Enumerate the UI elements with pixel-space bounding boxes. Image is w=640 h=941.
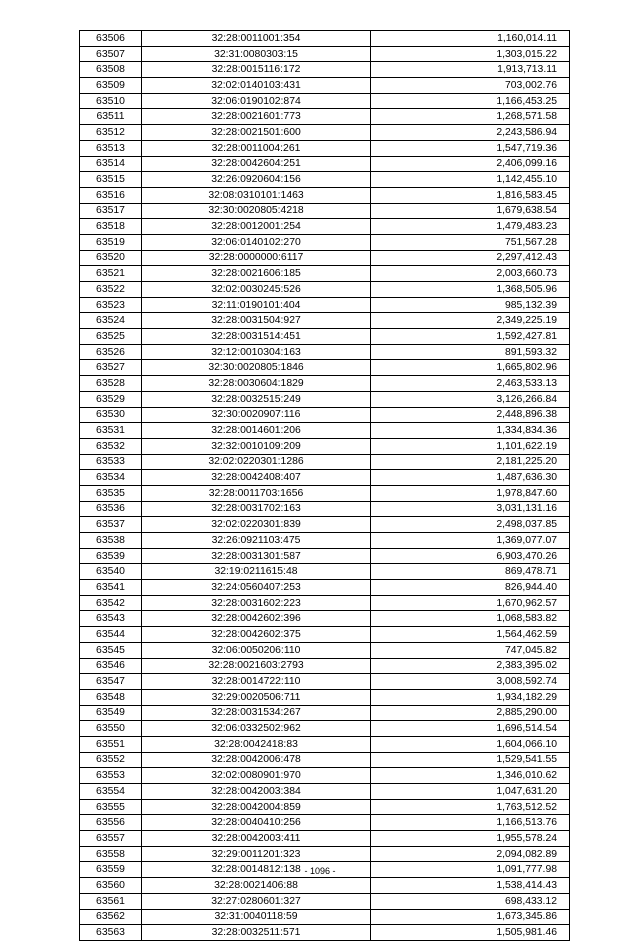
row-id-cell: 63557 <box>80 831 142 847</box>
table-row <box>80 423 570 439</box>
row-id-cell: 63527 <box>80 360 142 376</box>
value-cell: 1,538,414.43 <box>371 878 570 894</box>
cadastral-number-cell: 32:06:0190102:874 <box>142 93 371 109</box>
value-cell: 1,303,015.22 <box>371 46 570 62</box>
cadastral-number-cell: 32:28:0042003:411 <box>142 831 371 847</box>
value-cell: 2,349,225.19 <box>371 313 570 329</box>
value-cell: 698,433.12 <box>371 893 570 909</box>
page-number: - 1096 - <box>304 866 336 876</box>
table-row <box>80 721 570 737</box>
table-row <box>80 250 570 266</box>
table-row <box>80 831 570 847</box>
table-row <box>80 799 570 815</box>
cadastral-number-cell: 32:26:0921103:475 <box>142 533 371 549</box>
cadastral-number-cell: 32:11:0190101:404 <box>142 297 371 313</box>
value-cell: 751,567.28 <box>371 234 570 250</box>
table-row <box>80 580 570 596</box>
cadastral-number-cell: 32:28:0015116:172 <box>142 62 371 78</box>
value-cell: 703,002.76 <box>371 78 570 94</box>
row-id-cell: 63542 <box>80 595 142 611</box>
value-cell: 1,068,583.82 <box>371 611 570 627</box>
table-row <box>80 62 570 78</box>
row-id-cell: 63512 <box>80 125 142 141</box>
value-cell: 1,505,981.46 <box>371 925 570 941</box>
cadastral-number-cell: 32:28:0014722:110 <box>142 674 371 690</box>
row-id-cell: 63526 <box>80 344 142 360</box>
table-row <box>80 31 570 47</box>
table-row <box>80 470 570 486</box>
row-id-cell: 63563 <box>80 925 142 941</box>
table-row <box>80 219 570 235</box>
table-row <box>80 752 570 768</box>
row-id-cell: 63524 <box>80 313 142 329</box>
table-row <box>80 297 570 313</box>
table-row <box>80 391 570 407</box>
cadastral-number-cell: 32:28:0031514:451 <box>142 329 371 345</box>
table-row <box>80 78 570 94</box>
row-id-cell: 63553 <box>80 768 142 784</box>
cadastral-number-cell: 32:28:0000000:6117 <box>142 250 371 266</box>
value-cell: 1,369,077.07 <box>371 533 570 549</box>
cadastral-number-cell: 32:02:0220301:1286 <box>142 454 371 470</box>
cadastral-number-cell: 32:06:0050206:110 <box>142 642 371 658</box>
table-row <box>80 187 570 203</box>
row-id-cell: 63510 <box>80 93 142 109</box>
row-id-cell: 63536 <box>80 501 142 517</box>
row-id-cell: 63523 <box>80 297 142 313</box>
cadastral-number-cell: 32:30:0020805:1846 <box>142 360 371 376</box>
value-cell: 985,132.39 <box>371 297 570 313</box>
value-cell: 1,592,427.81 <box>371 329 570 345</box>
row-id-cell: 63558 <box>80 846 142 862</box>
table-row <box>80 376 570 392</box>
row-id-cell: 63552 <box>80 752 142 768</box>
cadastral-number-cell: 32:32:0010109:209 <box>142 438 371 454</box>
cadastral-number-cell: 32:28:0014812:138 <box>142 862 371 878</box>
cadastral-number-cell: 32:31:0080303:15 <box>142 46 371 62</box>
row-id-cell: 63532 <box>80 438 142 454</box>
value-cell: 1,913,713.11 <box>371 62 570 78</box>
cadastral-number-cell: 32:06:0140102:270 <box>142 234 371 250</box>
cadastral-number-cell: 32:28:0021603:2793 <box>142 658 371 674</box>
value-cell: 1,047,631.20 <box>371 784 570 800</box>
table-row <box>80 784 570 800</box>
row-id-cell: 63546 <box>80 658 142 674</box>
cadastral-number-cell: 32:30:0020805:4218 <box>142 203 371 219</box>
table-row <box>80 344 570 360</box>
row-id-cell: 63515 <box>80 172 142 188</box>
value-cell: 1,479,483.23 <box>371 219 570 235</box>
cadastral-number-cell: 32:28:0011004:261 <box>142 140 371 156</box>
table-row <box>80 611 570 627</box>
value-cell: 1,346,010.62 <box>371 768 570 784</box>
table-row <box>80 234 570 250</box>
table-row <box>80 501 570 517</box>
cadastral-number-cell: 32:28:0042004:859 <box>142 799 371 815</box>
cadastral-number-cell: 32:28:0012001:254 <box>142 219 371 235</box>
table-row <box>80 360 570 376</box>
cadastral-number-cell: 32:12:0010304:163 <box>142 344 371 360</box>
value-cell: 1,487,636.30 <box>371 470 570 486</box>
row-id-cell: 63544 <box>80 627 142 643</box>
cadastral-number-cell: 32:28:0021601:773 <box>142 109 371 125</box>
table-row <box>80 517 570 533</box>
value-cell: 2,003,660.73 <box>371 266 570 282</box>
row-id-cell: 63516 <box>80 187 142 203</box>
value-cell: 1,763,512.52 <box>371 799 570 815</box>
cadastral-number-cell: 32:28:0042408:407 <box>142 470 371 486</box>
table-row <box>80 893 570 909</box>
table-row <box>80 140 570 156</box>
cadastral-number-cell: 32:29:0011201:323 <box>142 846 371 862</box>
cadastral-number-cell: 32:26:0920604:156 <box>142 172 371 188</box>
value-cell: 3,126,266.84 <box>371 391 570 407</box>
value-cell: 1,160,014.11 <box>371 31 570 47</box>
value-cell: 2,181,225.20 <box>371 454 570 470</box>
cadastral-number-cell: 32:29:0020506:711 <box>142 689 371 705</box>
row-id-cell: 63531 <box>80 423 142 439</box>
row-id-cell: 63517 <box>80 203 142 219</box>
value-cell: 1,665,802.96 <box>371 360 570 376</box>
cadastral-number-cell: 32:08:0310101:1463 <box>142 187 371 203</box>
row-id-cell: 63550 <box>80 721 142 737</box>
value-cell: 2,498,037.85 <box>371 517 570 533</box>
row-id-cell: 63529 <box>80 391 142 407</box>
value-cell: 2,406,099.16 <box>371 156 570 172</box>
table-row <box>80 658 570 674</box>
table-row <box>80 925 570 941</box>
table-row <box>80 266 570 282</box>
row-id-cell: 63518 <box>80 219 142 235</box>
value-cell: 1,166,513.76 <box>371 815 570 831</box>
table-row <box>80 454 570 470</box>
row-id-cell: 63506 <box>80 31 142 47</box>
row-id-cell: 63522 <box>80 282 142 298</box>
cadastral-number-cell: 32:28:0042003:384 <box>142 784 371 800</box>
cadastral-number-cell: 32:28:0031534:267 <box>142 705 371 721</box>
value-cell: 1,816,583.45 <box>371 187 570 203</box>
cadastral-number-cell: 32:28:0011001:354 <box>142 31 371 47</box>
table-row <box>80 815 570 831</box>
row-id-cell: 63511 <box>80 109 142 125</box>
cadastral-number-cell: 32:28:0040410:256 <box>142 815 371 831</box>
table-row <box>80 282 570 298</box>
cadastral-number-cell: 32:28:0021406:88 <box>142 878 371 894</box>
value-cell: 1,679,638.54 <box>371 203 570 219</box>
table-row <box>80 705 570 721</box>
table-row <box>80 93 570 109</box>
value-cell: 1,696,514.54 <box>371 721 570 737</box>
row-id-cell: 63554 <box>80 784 142 800</box>
row-id-cell: 63549 <box>80 705 142 721</box>
row-id-cell: 63555 <box>80 799 142 815</box>
value-cell: 2,885,290.00 <box>371 705 570 721</box>
cadastral-number-cell: 32:24:0560407:253 <box>142 580 371 596</box>
cadastral-number-cell: 32:02:0030245:526 <box>142 282 371 298</box>
value-cell: 2,243,586.94 <box>371 125 570 141</box>
cadastral-number-cell: 32:28:0021501:600 <box>142 125 371 141</box>
row-id-cell: 63547 <box>80 674 142 690</box>
cadastral-number-cell: 32:27:0280601:327 <box>142 893 371 909</box>
value-cell: 3,008,592.74 <box>371 674 570 690</box>
cadastral-number-cell: 32:28:0042602:375 <box>142 627 371 643</box>
value-cell: 826,944.40 <box>371 580 570 596</box>
value-cell: 1,604,066.10 <box>371 736 570 752</box>
row-id-cell: 63519 <box>80 234 142 250</box>
cadastral-number-cell: 32:02:0080901:970 <box>142 768 371 784</box>
cadastral-number-cell: 32:28:0031504:927 <box>142 313 371 329</box>
value-cell: 3,031,131.16 <box>371 501 570 517</box>
table-row <box>80 627 570 643</box>
value-cell: 6,903,470.26 <box>371 548 570 564</box>
cadastral-number-cell: 32:28:0030604:1829 <box>142 376 371 392</box>
value-cell: 1,268,571.58 <box>371 109 570 125</box>
row-id-cell: 63513 <box>80 140 142 156</box>
cadastral-number-cell: 32:28:0014601:206 <box>142 423 371 439</box>
row-id-cell: 63561 <box>80 893 142 909</box>
value-cell: 747,045.82 <box>371 642 570 658</box>
table-row <box>80 156 570 172</box>
cadastral-number-cell: 32:28:0031602:223 <box>142 595 371 611</box>
value-cell: 891,593.32 <box>371 344 570 360</box>
row-id-cell: 63508 <box>80 62 142 78</box>
cadastral-number-cell: 32:02:0220301:839 <box>142 517 371 533</box>
value-cell: 1,334,834.36 <box>371 423 570 439</box>
row-id-cell: 63541 <box>80 580 142 596</box>
value-cell: 869,478.71 <box>371 564 570 580</box>
value-cell: 1,166,453.25 <box>371 93 570 109</box>
registry-table <box>79 30 570 941</box>
cadastral-number-cell: 32:06:0332502:962 <box>142 721 371 737</box>
table-row <box>80 768 570 784</box>
value-cell: 1,673,345.86 <box>371 909 570 925</box>
row-id-cell: 63528 <box>80 376 142 392</box>
value-cell: 2,297,412.43 <box>371 250 570 266</box>
value-cell: 1,670,962.57 <box>371 595 570 611</box>
value-cell: 1,564,462.59 <box>371 627 570 643</box>
table-row <box>80 642 570 658</box>
row-id-cell: 63559 <box>80 862 142 878</box>
cadastral-number-cell: 32:28:0032511:571 <box>142 925 371 941</box>
row-id-cell: 63543 <box>80 611 142 627</box>
cadastral-number-cell: 32:30:0020907:116 <box>142 407 371 423</box>
row-id-cell: 63533 <box>80 454 142 470</box>
table-row <box>80 109 570 125</box>
cadastral-number-cell: 32:19:0211615:48 <box>142 564 371 580</box>
value-cell: 1,142,455.10 <box>371 172 570 188</box>
value-cell: 2,463,533.13 <box>371 376 570 392</box>
value-cell: 1,091,777.98 <box>371 862 570 878</box>
table-row <box>80 736 570 752</box>
table-row <box>80 172 570 188</box>
table-row <box>80 485 570 501</box>
table-row <box>80 846 570 862</box>
cadastral-number-cell: 32:28:0031702:163 <box>142 501 371 517</box>
row-id-cell: 63562 <box>80 909 142 925</box>
value-cell: 1,529,541.55 <box>371 752 570 768</box>
registry-table-body <box>80 31 570 941</box>
table-row <box>80 203 570 219</box>
cadastral-number-cell: 32:28:0042418:83 <box>142 736 371 752</box>
cadastral-number-cell: 32:28:0032515:249 <box>142 391 371 407</box>
value-cell: 1,368,505.96 <box>371 282 570 298</box>
cadastral-number-cell: 32:28:0042604:251 <box>142 156 371 172</box>
value-cell: 2,094,082.89 <box>371 846 570 862</box>
table-row <box>80 125 570 141</box>
row-id-cell: 63545 <box>80 642 142 658</box>
table-row <box>80 46 570 62</box>
cadastral-number-cell: 32:28:0031301:587 <box>142 548 371 564</box>
cadastral-number-cell: 32:28:0042006:478 <box>142 752 371 768</box>
value-cell: 2,448,896.38 <box>371 407 570 423</box>
value-cell: 2,383,395.02 <box>371 658 570 674</box>
value-cell: 1,955,578.24 <box>371 831 570 847</box>
table-row <box>80 313 570 329</box>
row-id-cell: 63548 <box>80 689 142 705</box>
row-id-cell: 63535 <box>80 485 142 501</box>
row-id-cell: 63560 <box>80 878 142 894</box>
row-id-cell: 63507 <box>80 46 142 62</box>
table-row <box>80 878 570 894</box>
table-row <box>80 438 570 454</box>
table-row <box>80 407 570 423</box>
cadastral-number-cell: 32:28:0011703:1656 <box>142 485 371 501</box>
table-row <box>80 533 570 549</box>
row-id-cell: 63537 <box>80 517 142 533</box>
value-cell: 1,978,847.60 <box>371 485 570 501</box>
row-id-cell: 63514 <box>80 156 142 172</box>
value-cell: 1,934,182.29 <box>371 689 570 705</box>
row-id-cell: 63534 <box>80 470 142 486</box>
value-cell: 1,547,719.36 <box>371 140 570 156</box>
row-id-cell: 63525 <box>80 329 142 345</box>
row-id-cell: 63539 <box>80 548 142 564</box>
row-id-cell: 63530 <box>80 407 142 423</box>
cadastral-number-cell: 32:28:0021606:185 <box>142 266 371 282</box>
table-row <box>80 689 570 705</box>
table-row <box>80 548 570 564</box>
cadastral-number-cell: 32:02:0140103:431 <box>142 78 371 94</box>
row-id-cell: 63540 <box>80 564 142 580</box>
row-id-cell: 63538 <box>80 533 142 549</box>
row-id-cell: 63521 <box>80 266 142 282</box>
table-row <box>80 909 570 925</box>
cadastral-number-cell: 32:31:0040118:59 <box>142 909 371 925</box>
table-row <box>80 564 570 580</box>
row-id-cell: 63520 <box>80 250 142 266</box>
table-row <box>80 329 570 345</box>
row-id-cell: 63509 <box>80 78 142 94</box>
table-row <box>80 674 570 690</box>
row-id-cell: 63556 <box>80 815 142 831</box>
value-cell: 1,101,622.19 <box>371 438 570 454</box>
cadastral-number-cell: 32:28:0042602:396 <box>142 611 371 627</box>
table-row <box>80 595 570 611</box>
row-id-cell: 63551 <box>80 736 142 752</box>
